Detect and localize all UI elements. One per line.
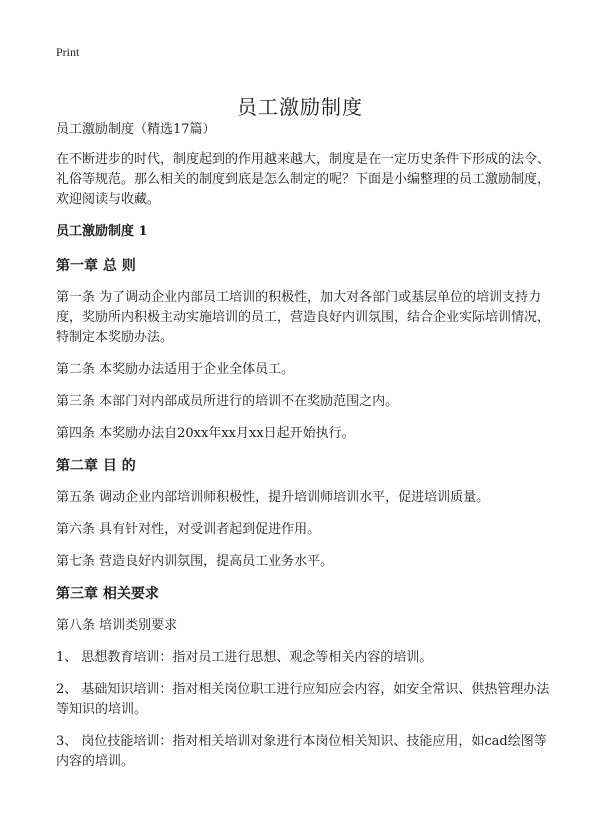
chapter-heading: 第一章 总 则	[56, 258, 136, 274]
print-label[interactable]: Print	[56, 45, 80, 59]
article: 第七条 营造良好内训氛围，提高员工业务水平。	[56, 554, 334, 569]
list-item: 1、 思想教育培训：指对员工进行思想、观念等相关内容的培训。	[56, 650, 433, 665]
list-item: 2、 基础知识培训：指对相关岗位职工进行应知应会内容，如安全常识、供热管理办法等知识的培训。	[56, 682, 550, 717]
document-subtitle: 员工激励制度（精选17篇）	[56, 122, 216, 137]
article: 第三条 本部门对内部成员所进行的培训不在奖励范围之内。	[56, 394, 399, 409]
section-heading: 员工激励制度 1	[56, 224, 148, 239]
list-item: 3、 岗位技能培训：指对相关培训对象进行本岗位相关知识、技能应用，如cad绘图等内容的培训。	[56, 734, 547, 769]
article: 第八条 培训类别要求	[56, 618, 178, 633]
article: 第四条 本奖励办法自20xx年xx月xx日起开始执行。	[56, 426, 355, 441]
article: 第一条 为了调动企业内部员工培训的积极性，加大对各部门或基层单位的培训支持力度，奖励所内积极主动实施培训的员工，营造良好内训氛围，结合企业实际培训情况，特制定本奖励办法。	[56, 290, 551, 345]
article: 第六条 具有针对性，对受训者起到促进作用。	[56, 522, 321, 537]
chapter-heading: 第二章 目 的	[56, 458, 136, 474]
chapter-heading: 第三章 相关要求	[56, 586, 159, 602]
document-body	[56, 120, 556, 784]
document-title: 员工激励制度	[237, 95, 363, 120]
intro-paragraph: 在不断进步的时代，制度起到的作用越来越大，制度是在一定历史条件下形成的法令、礼俗等规范。那么相关的制度到底是怎么制定的呢？下面是小编整理的员工激励制度，欢迎阅读与收藏。	[56, 152, 551, 207]
article: 第五条 调动企业内部培训师积极性，提升培训师培训水平，促进培训质量。	[56, 490, 490, 505]
article: 第二条 本奖励办法适用于企业全体员工。	[56, 362, 295, 377]
